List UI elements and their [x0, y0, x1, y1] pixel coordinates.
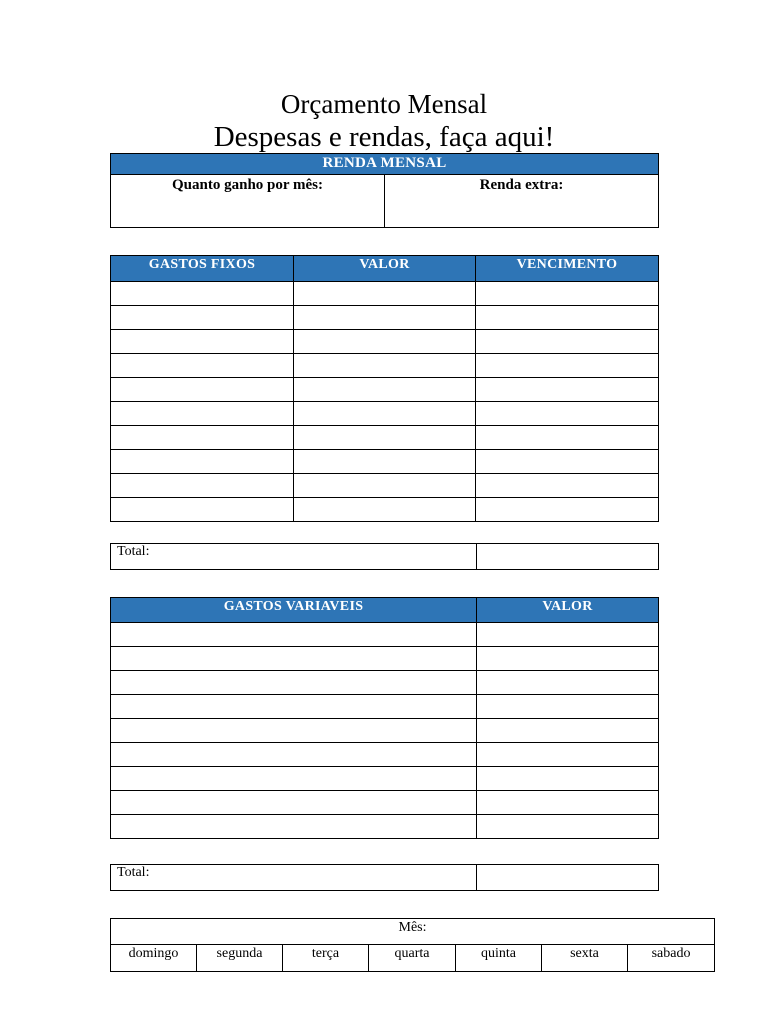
mes-label: Mês: [398, 920, 427, 935]
page-title: Orçamento Mensal [280, 89, 488, 119]
gastos-variaveis-cell[interactable] [477, 695, 659, 719]
day-quinta[interactable]: quinta [456, 945, 542, 972]
vencimento-header: VENCIMENTO [476, 256, 659, 282]
gastos-fixos-cell[interactable] [111, 378, 294, 402]
gastos-fixos-cell[interactable] [294, 378, 476, 402]
gastos-variaveis-table [110, 597, 659, 839]
mes-table [110, 918, 715, 972]
gastos-variaveis-row [111, 623, 659, 647]
gastos-fixos-row [111, 282, 659, 306]
gastos-fixos-cell[interactable] [294, 306, 476, 330]
gastos-fixos-cell[interactable] [294, 282, 476, 306]
day-sexta[interactable]: sexta [542, 945, 628, 972]
day-sabado[interactable]: sabado [628, 945, 715, 972]
gastos-variaveis-cell[interactable] [477, 647, 659, 671]
gastos-variaveis-cell[interactable] [111, 647, 477, 671]
day-quarta[interactable]: quarta [369, 945, 456, 972]
gastos-variaveis-cell[interactable] [111, 743, 477, 767]
gastos-fixos-row [111, 474, 659, 498]
gastos-fixos-row [111, 498, 659, 522]
gastos-fixos-row [111, 426, 659, 450]
gastos-fixos-row [111, 402, 659, 426]
day-domingo[interactable]: domingo [111, 945, 197, 972]
gastos-fixos-cell[interactable] [476, 402, 659, 426]
gastos-variaveis-row [111, 695, 659, 719]
gastos-fixos-cell[interactable] [111, 426, 294, 450]
gastos-variaveis-row [111, 743, 659, 767]
total-variaveis-value-cell[interactable] [477, 865, 659, 891]
valor-variaveis-header: VALOR [477, 598, 659, 623]
day-terca[interactable]: terça [283, 945, 369, 972]
mes-label-cell[interactable] [111, 919, 715, 945]
gastos-fixos-cell[interactable] [111, 306, 294, 330]
gastos-variaveis-row [111, 671, 659, 695]
valor-header: VALOR [294, 256, 476, 282]
gastos-fixos-row [111, 330, 659, 354]
gastos-variaveis-cell[interactable] [477, 791, 659, 815]
gastos-fixos-cell[interactable] [111, 498, 294, 522]
gastos-variaveis-cell[interactable] [477, 743, 659, 767]
gastos-variaveis-cell[interactable] [111, 719, 477, 743]
gastos-variaveis-cell[interactable] [111, 671, 477, 695]
renda-extra-field[interactable] [385, 175, 659, 228]
gastos-fixos-cell[interactable] [294, 354, 476, 378]
gastos-fixos-cell[interactable] [111, 474, 294, 498]
day-segunda[interactable]: segunda [197, 945, 283, 972]
gastos-fixos-cell[interactable] [294, 330, 476, 354]
gastos-fixos-cell[interactable] [294, 450, 476, 474]
gastos-fixos-cell[interactable] [294, 402, 476, 426]
total-fixos-label: Total: [111, 544, 477, 570]
renda-mensal-table [110, 153, 659, 228]
gastos-fixos-cell[interactable] [476, 330, 659, 354]
gastos-variaveis-cell[interactable] [477, 767, 659, 791]
gastos-fixos-cell[interactable] [111, 282, 294, 306]
gastos-variaveis-cell[interactable] [477, 671, 659, 695]
total-fixos-table [110, 543, 659, 570]
gastos-fixos-row [111, 450, 659, 474]
gastos-fixos-table [110, 255, 659, 522]
gastos-fixos-row [111, 378, 659, 402]
gastos-variaveis-cell[interactable] [111, 815, 477, 839]
gastos-fixos-cell[interactable] [476, 498, 659, 522]
gastos-fixos-row [111, 354, 659, 378]
gastos-fixos-cell[interactable] [476, 474, 659, 498]
gastos-fixos-cell[interactable] [476, 450, 659, 474]
gastos-fixos-row [111, 306, 659, 330]
gastos-fixos-cell[interactable] [476, 378, 659, 402]
gastos-variaveis-cell[interactable] [111, 623, 477, 647]
gastos-fixos-cell[interactable] [476, 354, 659, 378]
gastos-variaveis-row [111, 647, 659, 671]
gastos-variaveis-cell[interactable] [477, 719, 659, 743]
gastos-fixos-header: GASTOS FIXOS [111, 256, 294, 282]
gastos-variaveis-header: GASTOS VARIAVEIS [111, 598, 477, 623]
page-subtitle: Despesas e rendas, faça aqui! [213, 121, 555, 153]
gastos-fixos-cell[interactable] [476, 306, 659, 330]
total-fixos-value-cell[interactable] [477, 544, 659, 570]
gastos-fixos-cell[interactable] [476, 426, 659, 450]
total-variaveis-label: Total: [111, 865, 477, 891]
gastos-variaveis-cell[interactable] [111, 791, 477, 815]
renda-mensal-header: RENDA MENSAL [111, 154, 659, 175]
gastos-variaveis-row [111, 719, 659, 743]
total-variaveis-table [110, 864, 659, 891]
gastos-fixos-cell[interactable] [294, 426, 476, 450]
gastos-fixos-cell[interactable] [294, 474, 476, 498]
gastos-fixos-cell[interactable] [111, 450, 294, 474]
gastos-variaveis-cell[interactable] [111, 695, 477, 719]
gastos-variaveis-cell[interactable] [477, 815, 659, 839]
gastos-variaveis-cell[interactable] [111, 767, 477, 791]
gastos-variaveis-cell[interactable] [477, 623, 659, 647]
renda-ganho-label: Quanto ganho por mês: [172, 177, 323, 193]
renda-ganho-field[interactable] [111, 175, 385, 228]
gastos-variaveis-row [111, 767, 659, 791]
gastos-variaveis-row [111, 791, 659, 815]
gastos-fixos-cell[interactable] [111, 354, 294, 378]
gastos-fixos-cell[interactable] [476, 282, 659, 306]
gastos-variaveis-row [111, 815, 659, 839]
gastos-fixos-cell[interactable] [111, 330, 294, 354]
gastos-fixos-cell[interactable] [111, 402, 294, 426]
gastos-fixos-cell[interactable] [294, 498, 476, 522]
renda-extra-label: Renda extra: [479, 177, 564, 193]
